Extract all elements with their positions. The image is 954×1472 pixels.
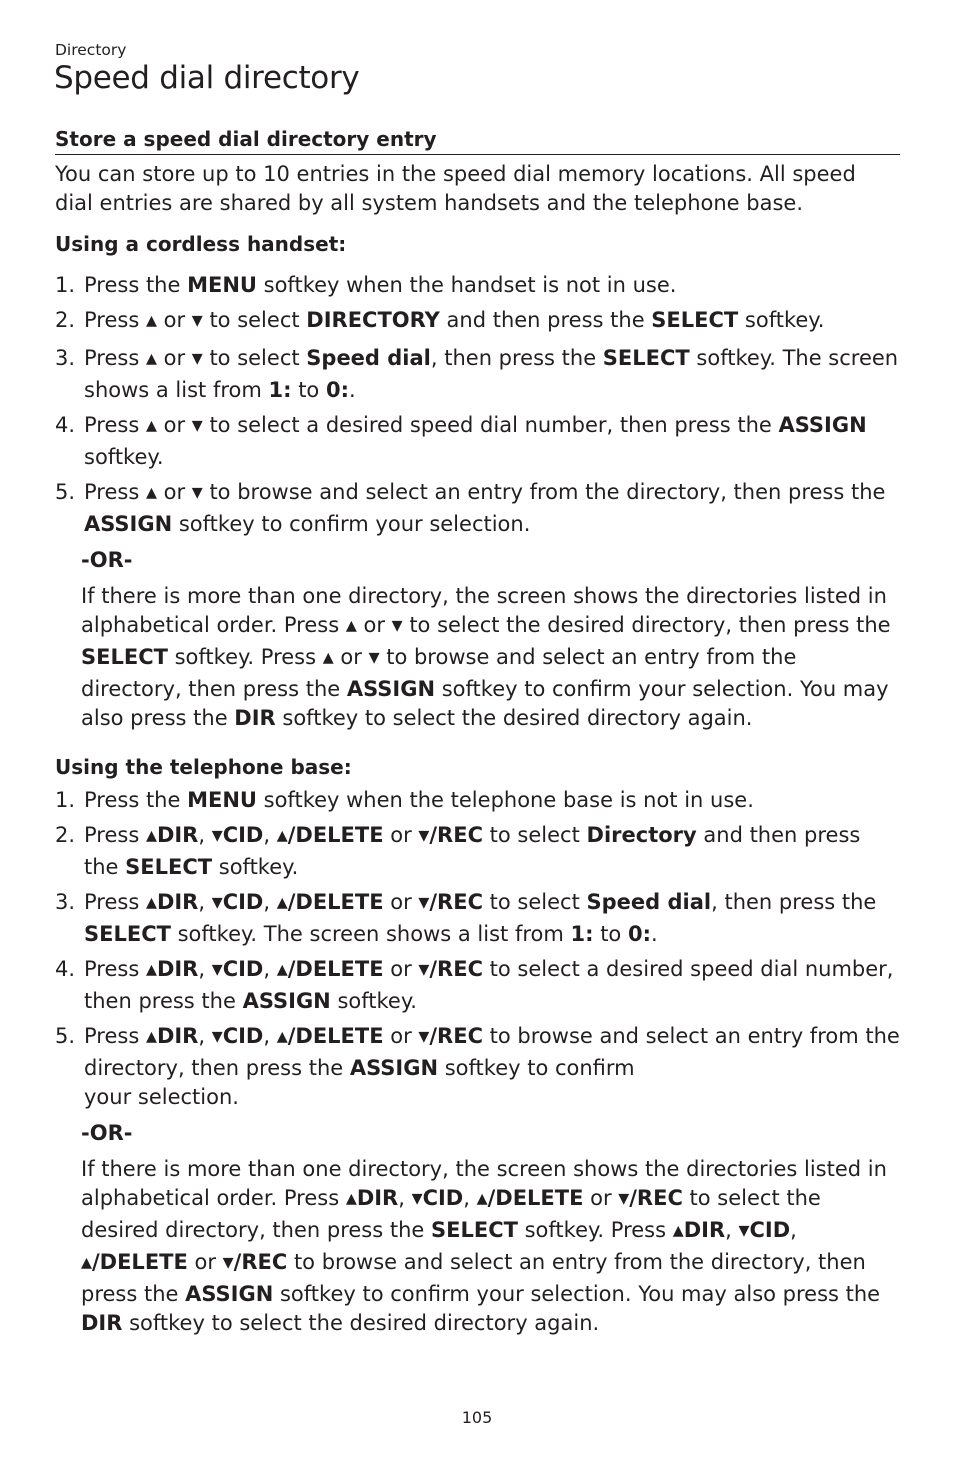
step-item	[55, 411, 900, 472]
or-label: -OR-	[81, 548, 133, 572]
step-item	[55, 1022, 900, 1112]
step-text: Press the MENU softkey when the telephone base is not in use.	[84, 788, 754, 812]
step-item	[55, 955, 900, 1016]
step-item	[55, 344, 900, 405]
step-text: Press ▲DIR, ▼CID, ▲/DELETE or ▼/REC to browse and select an entry from the directory, then press the ASSIGN softkey to confirm your selection.	[84, 1024, 900, 1109]
step-text: Press ▲DIR, ▼CID, ▲/DELETE or ▼/REC to select a desired speed dial number, then press the ASSIGN softkey.	[84, 957, 894, 1013]
base-alternative: If there is more than one directory, the screen shows the directories listed in alphabetical order. Press ▲DIR, ▼CID, ▲/DELETE or ▼/REC to select the desired directory, then press the SELECT softkey. Press ▲DIR, ▼CID, ▲/DELETE or ▼/REC to browse and select an entry from the directory, then press the ASSIGN softkey to confirm your selection. You may also press the DIR softkey to select the desired directory again.	[81, 1157, 887, 1335]
base-steps-list	[55, 786, 900, 1112]
step-number: 3.	[55, 890, 76, 914]
subheading: Store a speed dial directory entry	[55, 125, 900, 155]
step-text: Press ▲DIR, ▼CID, ▲/DELETE or ▼/REC to select Speed dial, then press the SELECT softkey. The screen shows a list from 1: to 0:.	[84, 890, 877, 946]
base-heading: Using the telephone base:	[55, 755, 352, 779]
step-text: Press ▲ or ▼ to browse and select an entry from the directory, then press the ASSIGN softkey to confirm your selection.	[84, 480, 886, 536]
step-item	[55, 888, 900, 949]
step-number: 5.	[55, 480, 76, 504]
step-number: 5.	[55, 1024, 76, 1048]
step-text: Press ▲ or ▼ to select Speed dial, then press the SELECT softkey. The screen shows a list from 1: to 0:.	[84, 346, 899, 402]
step-item	[55, 821, 900, 882]
step-item	[55, 306, 900, 338]
base-section	[55, 753, 900, 1338]
step-number: 1.	[55, 273, 76, 297]
section-label: Directory	[55, 41, 127, 59]
step-item	[55, 478, 900, 539]
step-number: 1.	[55, 788, 76, 812]
handset-alternative: If there is more than one directory, the screen shows the directories listed in alphabetical order. Press ▲ or ▼ to select the desired directory, then press the SELECT softkey. Press ▲ or ▼ to browse and select an entry from the directory, then press the ASSIGN softkey to confirm your selection. You may also press the DIR softkey to select the desired directory again.	[81, 584, 891, 730]
step-number: 2.	[55, 308, 76, 332]
intro-paragraph: You can store up to 10 entries in the speed dial memory locations. All speed dial entries are shared by all system handsets and the telephone base.	[55, 162, 856, 215]
handset-heading: Using a cordless handset:	[55, 232, 347, 256]
step-text: Press ▲ or ▼ to select a desired speed dial number, then press the ASSIGN softkey.	[84, 413, 867, 469]
page-number: 105	[461, 1408, 493, 1427]
handset-steps-list	[55, 271, 900, 539]
step-item	[55, 271, 900, 300]
step-number: 2.	[55, 823, 76, 847]
step-text: Press ▲ or ▼ to select DIRECTORY and then press the SELECT softkey.	[84, 308, 825, 332]
step-item	[55, 786, 900, 815]
page-content	[55, 125, 900, 1338]
handset-section	[55, 230, 900, 733]
or-label: -OR-	[81, 1121, 133, 1145]
step-number: 4.	[55, 413, 76, 437]
step-text: Press ▲DIR, ▼CID, ▲/DELETE or ▼/REC to select Directory and then press the SELECT softkey.	[84, 823, 861, 879]
page-title: Speed dial directory	[54, 60, 360, 96]
step-text: Press the MENU softkey when the handset is not in use.	[84, 273, 677, 297]
step-number: 4.	[55, 957, 76, 981]
step-number: 3.	[55, 346, 76, 370]
